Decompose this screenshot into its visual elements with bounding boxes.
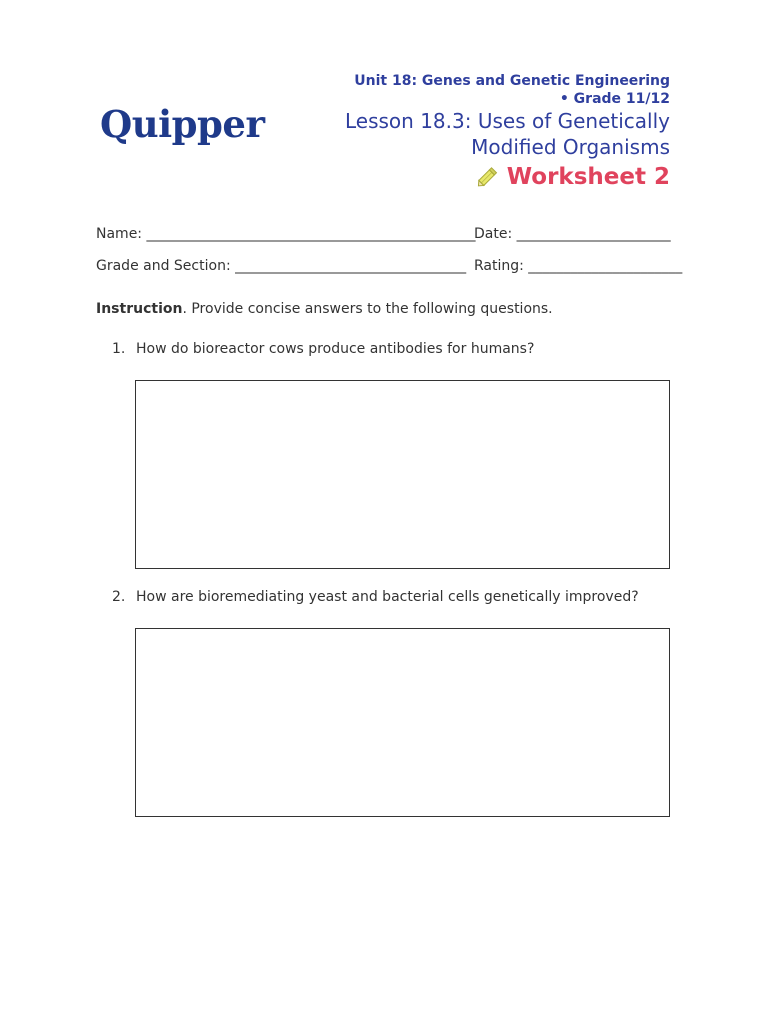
answer-box-2[interactable]	[135, 628, 670, 817]
instruction-label: Instruction	[96, 301, 183, 317]
grade-level: • Grade 11/12	[559, 91, 670, 107]
question-number: 1.	[112, 341, 126, 357]
lesson-title-line2: Modified Organisms	[471, 135, 670, 159]
question-1	[112, 340, 534, 358]
worksheet-title: Worksheet 2	[506, 164, 670, 190]
question-number: 2.	[112, 589, 126, 605]
question-2	[112, 588, 639, 606]
worksheet-heading	[475, 162, 670, 192]
grade-section-field[interactable]: Grade and Section: _________________________________	[96, 258, 467, 274]
rating-field[interactable]: Rating: ______________________	[474, 258, 683, 274]
unit-title: Unit 18: Genes and Genetic Engineering	[354, 73, 670, 89]
question-text: How are bioremediating yeast and bacterial cells genetically improved?	[136, 589, 639, 605]
name-field[interactable]: Name: _______________________________________________	[96, 226, 476, 242]
lesson-title-line1: Lesson 18.3: Uses of Genetically	[345, 109, 670, 133]
pencil-icon	[475, 164, 501, 190]
answer-box-1[interactable]	[135, 380, 670, 569]
date-field[interactable]: Date: ______________________	[474, 226, 671, 242]
question-text: How do bioreactor cows produce antibodies for humans?	[136, 341, 535, 357]
lesson-heading	[345, 108, 670, 160]
unit-heading	[354, 72, 670, 108]
quipper-logo: Quipper	[100, 102, 265, 146]
instruction-text: . Provide concise answers to the following questions.	[182, 301, 553, 317]
instruction	[96, 300, 553, 318]
